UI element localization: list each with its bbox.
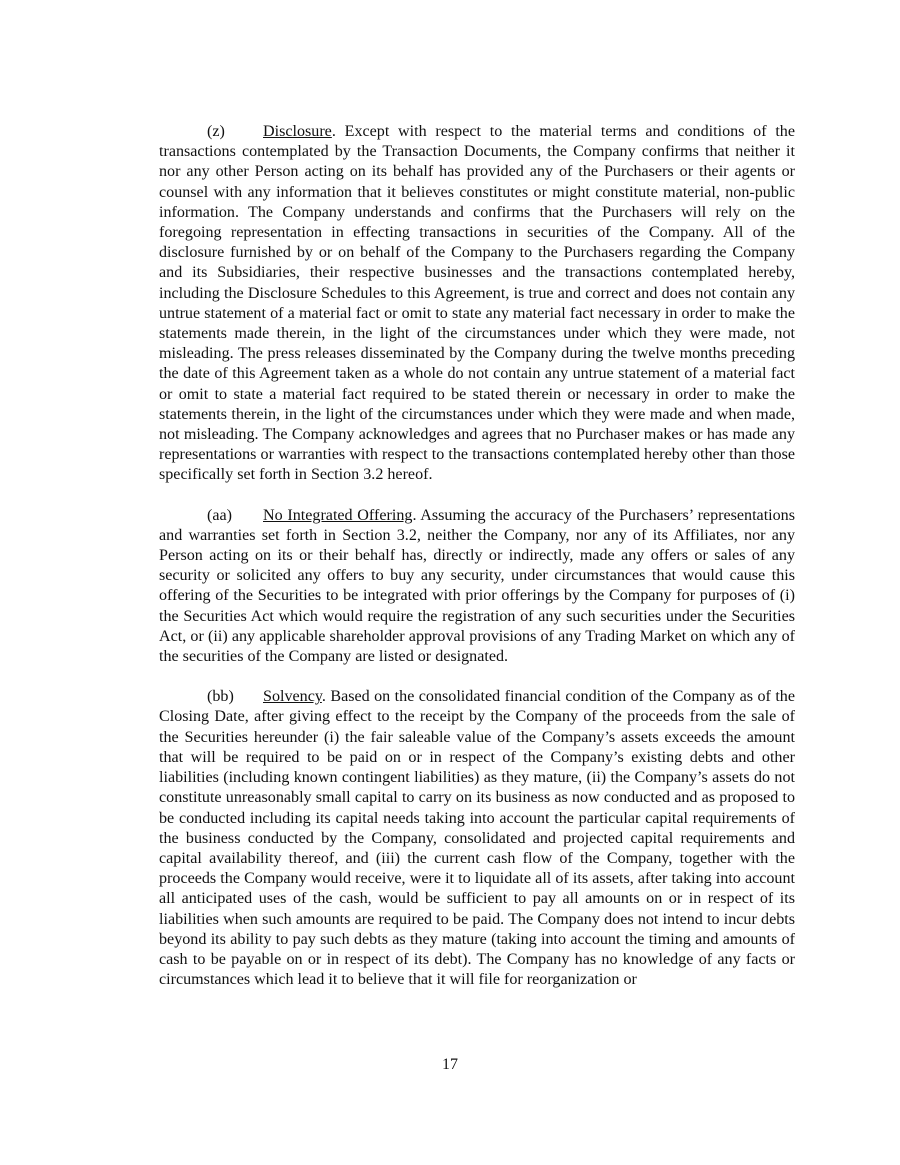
page-number: 17 — [442, 1056, 458, 1073]
section-heading: No Integrated Offering — [263, 506, 413, 524]
section-body: . Based on the consolidated financial condition of the Company as of the Closing Date, after giving effect to the receipt by the Company of the proceeds from the sale of the Securities hereunder (i) the fair saleable value of the Company’s assets exceeds the amount that will be required to be paid on or in respect of the Company’s existing debts and other liabilities (including known contingent liabilities) as they mature, (ii) the Company’s assets do not constitute unreasonably small capital to carry on its business as now conducted and as proposed to be conducted including its capital needs taking into account the particular capital requirements of the business conducted by the Company, consolidated and projected capital requirements and capital availability thereof, and (iii) the current cash flow of the Company, together with the proceeds the Company would receive, were it to liquidate all of its assets, after taking into account all anticipated uses of the cash, would be sufficient to pay all amounts on or in respect of its liabilities when such amounts are required to be paid. The Company does not intend to incur debts beyond its ability to pay such debts as they mature (taking into account the timing and amounts of cash to be payable on or in respect of its debt). The Company has no knowledge of any facts or circumstances which lead it to believe that it will file for reorganization or — [159, 688, 795, 989]
section-number: (aa) — [207, 506, 233, 524]
page-body — [159, 122, 795, 1010]
section-z-paragraph — [159, 122, 795, 486]
section-body: . Assuming the accuracy of the Purchasers’ representations and warranties set forth in Section 3.2, neither the Company, nor any of its Affiliates, nor any Person acting on its or their behalf has, directly or indirectly, made any offers or sales of any security or solicited any offers to buy any security, under circumstances that would cause this offering of the Securities to be integrated with prior offerings by the Company for purposes of (i) the Securities Act which would require the registration of any such securities under the Securities Act, or (ii) any applicable shareholder approval provisions of any Trading Market on which any of the securities of the Company are listed or designated. — [159, 506, 795, 666]
section-bb-paragraph — [159, 687, 795, 990]
section-number: (z) — [207, 123, 225, 140]
section-heading: Disclosure — [263, 123, 332, 140]
section-body: . Except with respect to the material terms and conditions of the transactions contemplated by the Transaction Documents, the Company confirms that neither it nor any other Person acting on its behalf has provided any of the Purchasers or their agents or counsel with any information that it believes constitutes or might constitute material, non-public information. The Company understands and confirms that the Purchasers will rely on the foregoing representation in effecting transactions in securities of the Company. All of the disclosure furnished by or on behalf of the Company to the Purchasers regarding the Company and its Subsidiaries, their respective businesses and the transactions contemplated hereby, including the Disclosure Schedules to this Agreement, is true and correct and does not contain any untrue statement of a material fact or omit to state any material fact necessary in order to make the statements made therein, in the light of the circumstances under which they were made, not misleading. The press releases disseminated by the Company during the twelve months preceding the date of this Agreement taken as a whole do not contain any untrue statement of a material fact or omit to state a material fact required to be stated therein or necessary in order to make the statements therein, in the light of the circumstances under which they were made and when made, not misleading. The Company acknowledges and agrees that no Purchaser makes or has made any representations or warranties with respect to the transactions contemplated hereby other than those specifically set forth in Section 3.2 hereof. — [159, 123, 795, 484]
section-aa-paragraph — [159, 506, 795, 668]
section-heading: Solvency — [263, 688, 322, 706]
section-number: (bb) — [207, 688, 234, 706]
